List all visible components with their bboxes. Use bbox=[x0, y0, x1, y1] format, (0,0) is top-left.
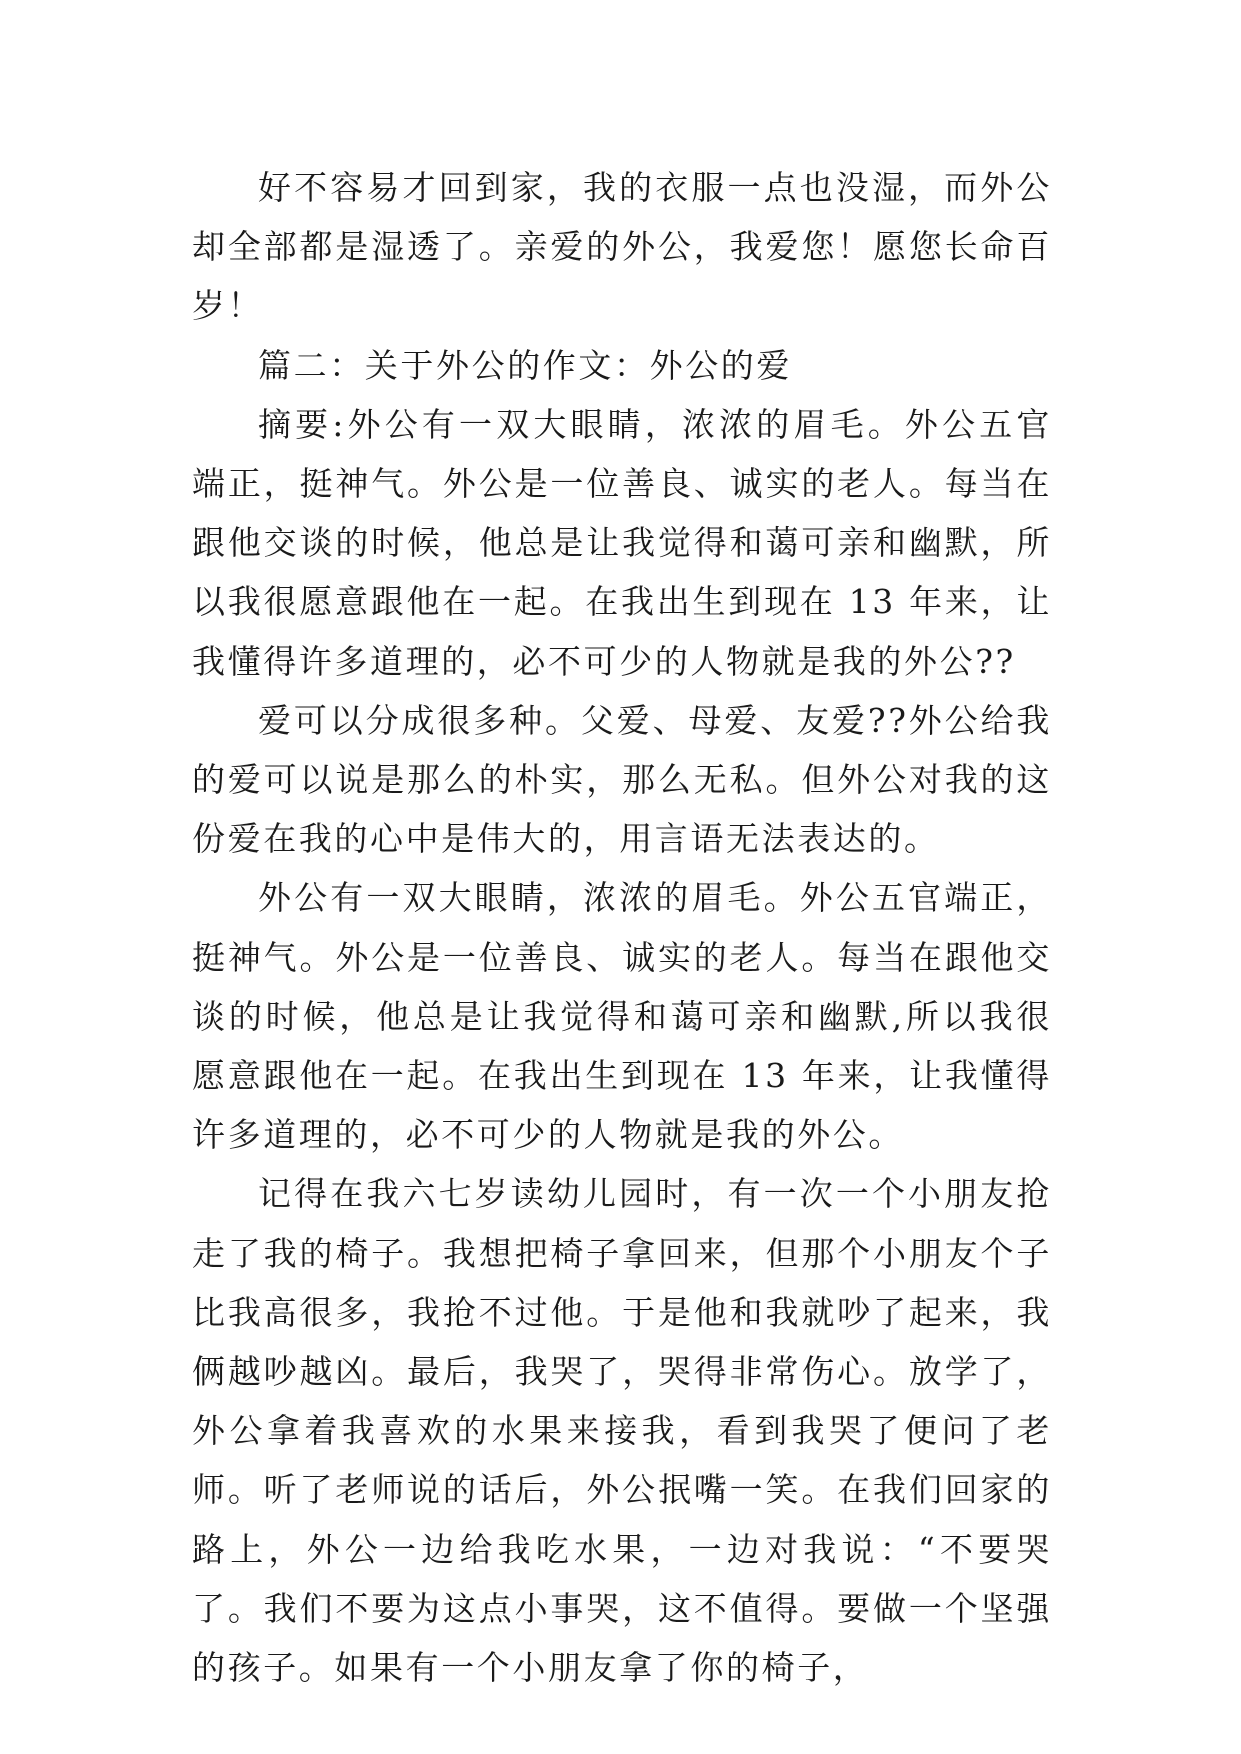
article-body bbox=[192, 158, 1052, 1697]
paragraph-4: 爱可以分成很多种。父爱、母爱、友爱??外公给我的爱可以说是那么的朴实，那么无私。但外公对我的这份爱在我的心中是伟大的，用言语无法表达的。 bbox=[192, 700, 1052, 859]
section-heading: 篇二：关于外公的作文：外公的爱 bbox=[258, 345, 792, 385]
paragraph-1: 好不容易才回到家，我的衣服一点也没湿，而外公却全部都是湿透了。亲爱的外公，我爱您！愿您长命百岁！ bbox=[192, 168, 1052, 326]
paragraph-5: 外公有一双大眼睛，浓浓的眉毛。外公五官端正，挺神气。外公是一位善良、诚实的老人。每当在跟他交谈的时候，他总是让我觉得和蔼可亲和幽默,所以我很愿意跟他在一起。在我出生到现在 13 年来，让我懂得许多道理的，必不可少的人物就是我的外公。 bbox=[192, 878, 1052, 1155]
paragraph-6: 记得在我六七岁读幼儿园时，有一次一个小朋友抢走了我的椅子。我想把椅子拿回来，但那个小朋友个子比我高很多，我抢不过他。于是他和我就吵了起来，我俩越吵越凶。最后，我哭了，哭得非常伤心。放学了，外公拿着我喜欢的水果来接我，看到我哭了便问了老师。听了老师说的话后，外公抿嘴一笑。在我们回家的路上，外公一边给我吃水果，一边对我说：“不要哭了。我们不要为这点小事哭，这不值得。要做一个坚强的孩子。如果有一个小朋友拿了你的椅子， bbox=[192, 1174, 1052, 1688]
abstract-paragraph: 摘要:外公有一双大眼睛，浓浓的眉毛。外公五官端正，挺神气。外公是一位善良、诚实的老人。每当在跟他交谈的时候，他总是让我觉得和蔼可亲和幽默，所以我很愿意跟他在一起。在我出生到现在 13 年来，让我懂得许多道理的，必不可少的人物就是我的外公?? bbox=[192, 404, 1052, 681]
